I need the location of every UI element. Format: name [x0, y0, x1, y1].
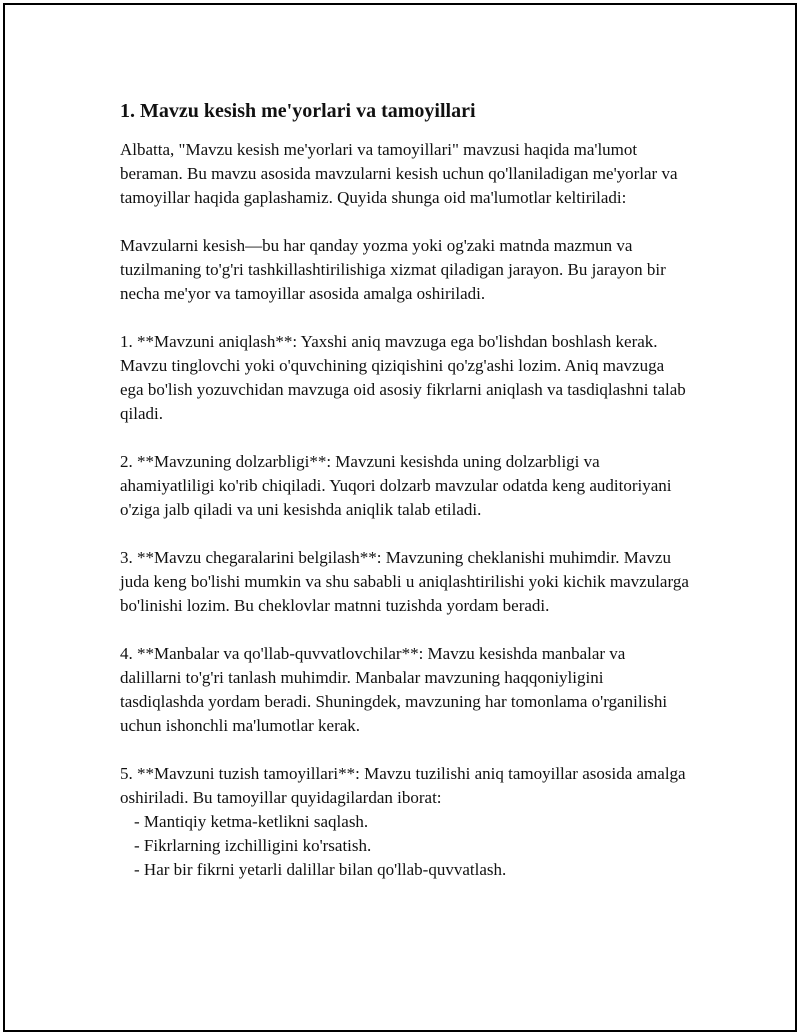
document-page: [3, 3, 797, 1032]
section-heading: 1. Mavzu kesish me'yorlari va tamoyillari: [120, 100, 476, 122]
principles-list: [120, 810, 690, 882]
point-4-paragraph: 4. **Manbalar va qo'llab-quvvatlovchilar**: Mavzu kesishda manbalar va dalillarni to'g'ri tanlash muhimdir. Manbalar mavzuning haqqoniyligini tasdiqlashda yordam beradi. Shuningdek, mavzuning har tomonlama o'rganilishi uchun ishonchli ma'lumotlar kerak.: [120, 644, 668, 735]
list-item: - Mantiqiy ketma-ketlikni saqlash.: [134, 810, 690, 834]
list-item: - Fikrlarning izchilligini ko'rsatish.: [134, 834, 690, 858]
document-body: [120, 98, 690, 882]
point-5-paragraph: 5. **Mavzuni tuzish tamoyillari**: Mavzu tuzilishi aniq tamoyillar asosida amalga oshiriladi. Bu tamoyillar quyidagilardan iborat:: [120, 764, 686, 807]
point-3-paragraph: 3. **Mavzu chegaralarini belgilash**: Mavzuning cheklanishi muhimdir. Mavzu juda keng bo'lishi mumkin va shu sababli u aniqlashtirilishi yoki kichik mavzularga bo'linishi lozim. Bu cheklovlar matnni tuzishda yordam beradi.: [120, 548, 689, 615]
definition-paragraph: Mavzularni kesish—bu har qanday yozma yoki og'zaki matnda mazmun va tuzilmaning to'g'ri tashkillashtirilishiga xizmat qiladigan jarayon. Bu jarayon bir necha me'yor va tamoyillar asosida amalga oshiriladi.: [120, 236, 666, 303]
point-2-paragraph: 2. **Mavzuning dolzarbligi**: Mavzuni kesishda uning dolzarbligi va ahamiyatliligi ko'rib chiqiladi. Yuqori dolzarb mavzular odatda keng auditoriyani o'ziga jalb qiladi va uni kesishda aniqlik talab etiladi.: [120, 452, 672, 519]
point-1-paragraph: 1. **Mavzuni aniqlash**: Yaxshi aniq mavzuga ega bo'lishdan boshlash kerak. Mavzu tinglovchi yoki o'quvchining qiziqishini qo'zg'ashi lozim. Aniq mavzuga ega bo'lish yozuvchidan mavzuga oid asosiy fikrlarni aniqlash va tasdiqlashni talab qiladi.: [120, 332, 686, 423]
list-item: - Har bir fikrni yetarli dalillar bilan qo'llab-quvvatlash.: [134, 858, 690, 882]
intro-paragraph: Albatta, "Mavzu kesish me'yorlari va tamoyillari" mavzusi haqida ma'lumot beraman. Bu mavzu asosida mavzularni kesish uchun qo'llaniladigan me'yorlar va tamoyillar haqida gaplashamiz. Quyida shunga oid ma'lumotlar keltiriladi:: [120, 140, 678, 207]
